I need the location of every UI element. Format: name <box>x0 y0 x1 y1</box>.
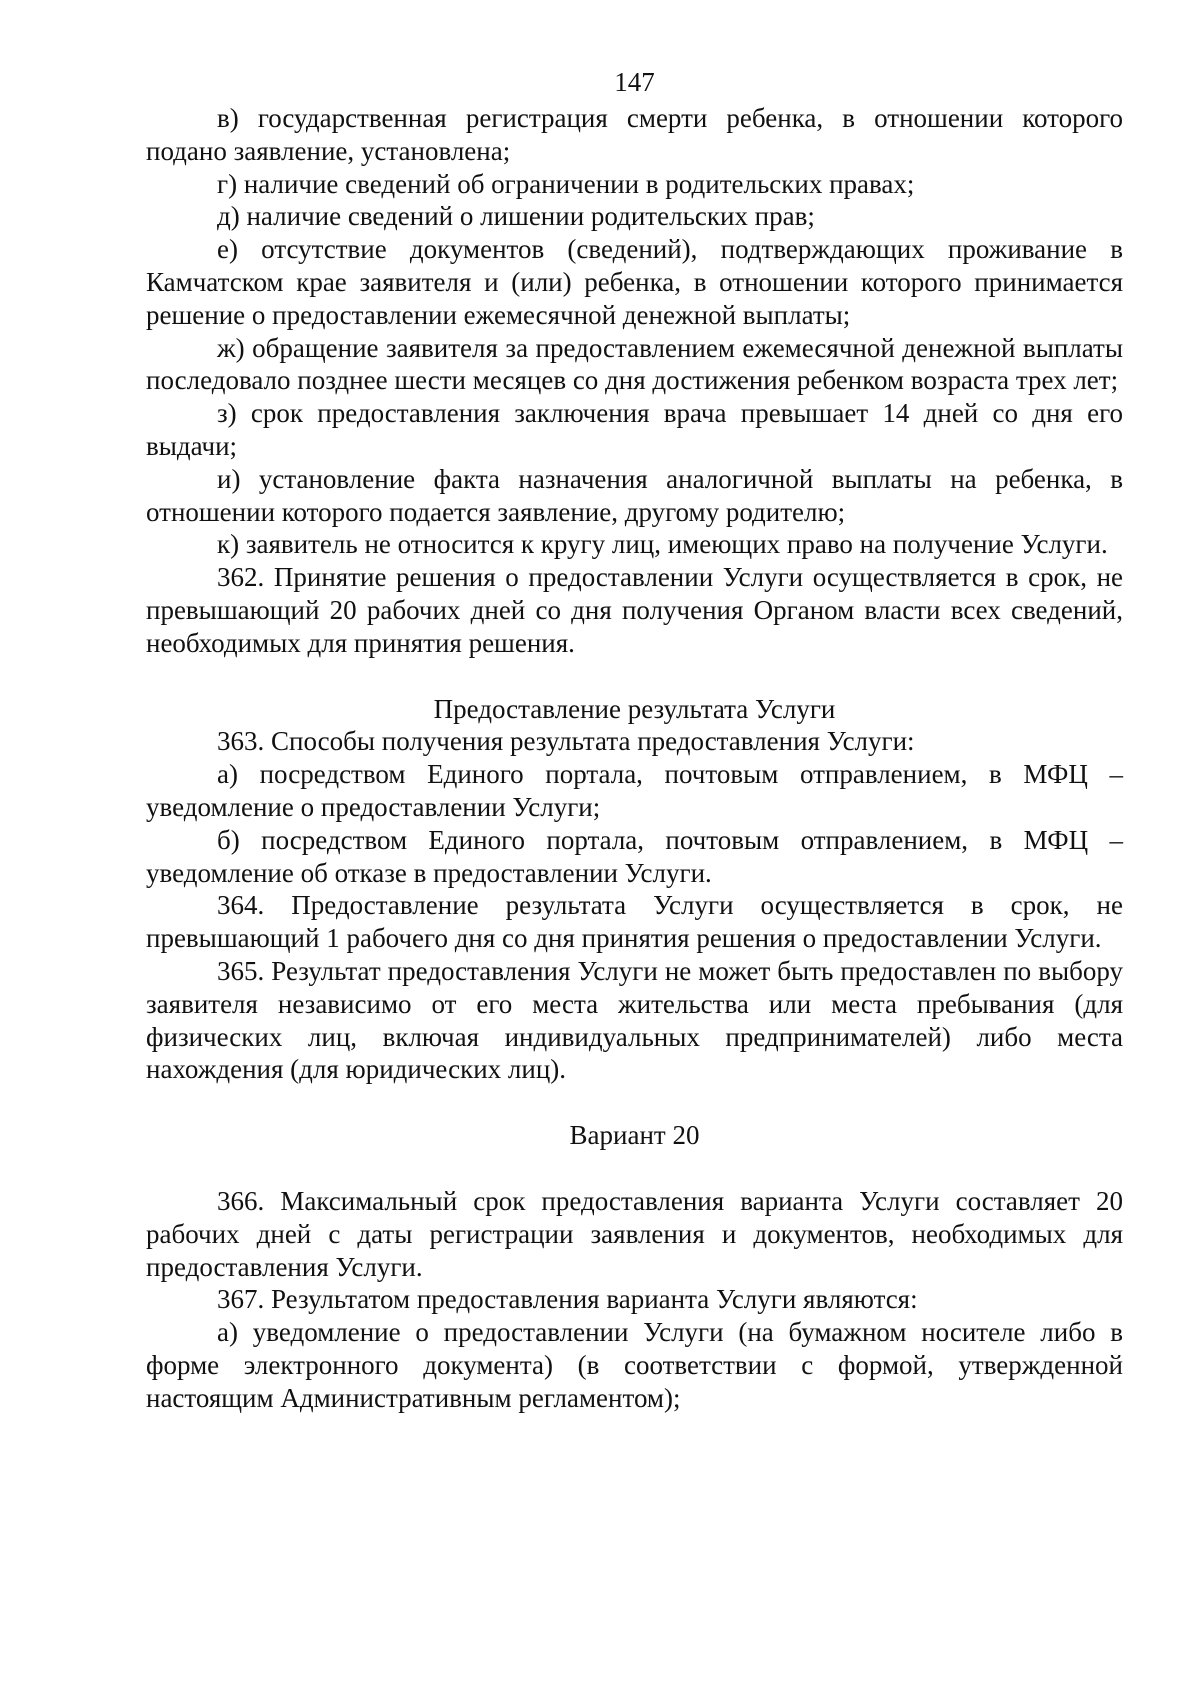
paragraph: 367. Результатом предоставления варианта Услуги являются: <box>217 1284 918 1315</box>
paragraph: ж) обращение заявителя за предоставлением ежемесячной денежной выплаты последовало позднее шести месяцев со дня достижения ребенком возраста трех лет; <box>146 332 1123 396</box>
paragraph: а) посредством Единого портала, почтовым отправлением, в МФЦ – уведомление о предоставлении Услуги; <box>146 759 1123 822</box>
paragraph: 363. Способы получения результата предоставления Услуги: <box>217 726 915 757</box>
paragraph: з) срок предоставления заключения врача превышает 14 дней со дня его выдачи; <box>146 398 1123 461</box>
paragraph: г) наличие сведений об ограничении в родительских правах; <box>217 168 915 199</box>
document-page <box>146 62 1123 1414</box>
paragraph: и) установление факта назначения аналогичной выплаты на ребенка, в отношении которого подается заявление, другому родителю; <box>146 463 1123 527</box>
paragraph: 362. Принятие решения о предоставлении Услуги осуществляется в срок, не превышающий 20 рабочих дней со дня получения Органом власти всех сведений, необходимых для принятия решения. <box>146 562 1123 658</box>
paragraph: д) наличие сведений о лишении родительских прав; <box>217 201 815 232</box>
paragraph: е) отсутствие документов (сведений), подтверждающих проживание в Камчатском крае заявителя и (или) ребенка, в отношении которого принимается решение о предоставлении ежемесячной денежной выплаты; <box>146 234 1123 330</box>
paragraph: 366. Максимальный срок предоставления варианта Услуги составляет 20 рабочих дней с даты регистрации заявления и документов, необходимых для предоставления Услуги. <box>146 1185 1123 1282</box>
paragraph: к) заявитель не относится к кругу лиц, имеющих право на получение Услуги. <box>217 529 1108 560</box>
paragraph: а) уведомление о предоставлении Услуги (на бумажном носителе либо в форме электронного документа) (в соответствии с формой, утвержденной настоящим Административным регламентом); <box>146 1317 1123 1413</box>
section-heading: Предоставление результата Услуги <box>433 693 836 724</box>
paragraph: 364. Предоставление результата Услуги осуществляется в срок, не превышающий 1 рабочего дня со дня принятия решения о предоставлении Услуги. <box>146 890 1123 954</box>
page-number: 147 <box>614 67 655 97</box>
paragraph: 365. Результат предоставления Услуги не может быть предоставлен по выбору заявителя независимо от его места жительства или места пребывания (для физических лиц, включая индивидуальных предпринимателей) либо места нахождения (для юридических лиц). <box>146 955 1123 1085</box>
paragraph: в) государственная регистрация смерти ребенка, в отношении которого подано заявление, установлена; <box>146 103 1123 166</box>
variant-heading: Вариант 20 <box>569 1120 700 1151</box>
paragraph: б) посредством Единого портала, почтовым отправлением, в МФЦ – уведомление об отказе в предоставлении Услуги. <box>146 824 1123 888</box>
